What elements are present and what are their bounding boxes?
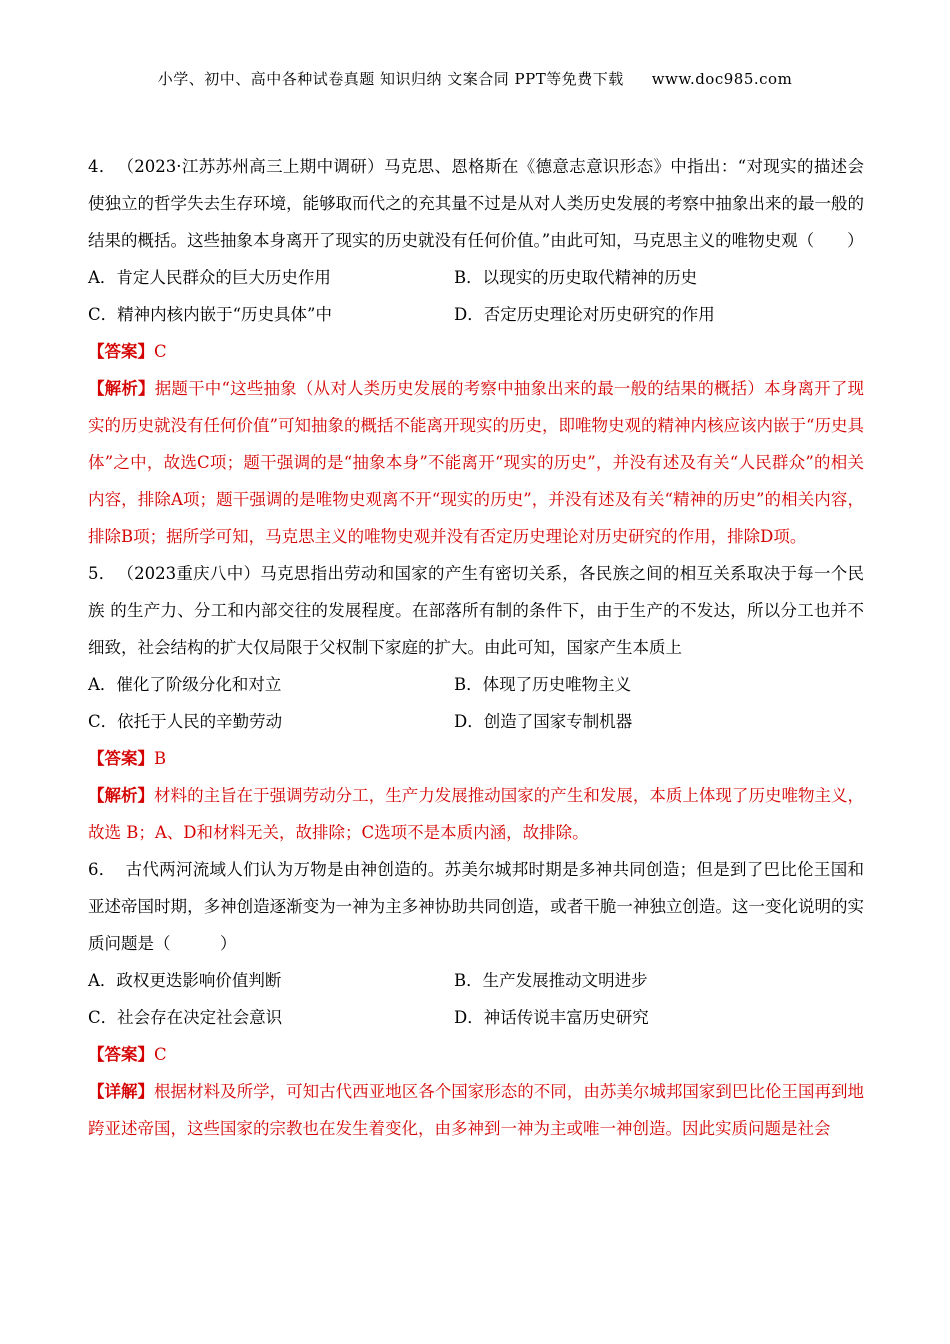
question-stem <box>88 555 864 666</box>
options-list <box>88 962 864 1036</box>
question-number: 4． <box>88 157 116 176</box>
document-body <box>88 148 864 1147</box>
answer-tag: 【答案】 <box>88 342 154 361</box>
answer-line <box>88 333 864 370</box>
question-text: 古代两河流域人们认为万物是由神创造的。苏美尔城邦时期是多神共同创造；但是到了巴比伦王国和亚述帝国时期，多神创造逐渐变为一神为主多神协助共同创造，或者干脆一神独立创造。这一变化说明的实质问题是（ ） <box>88 860 865 953</box>
option-b: B．生产发展推动文明进步 <box>454 971 648 990</box>
page-header <box>0 68 950 89</box>
question-number: 5． <box>88 564 116 583</box>
header-text: 小学、初中、高中各种试卷真题 知识归纳 文案合同 PPT等免费下载 <box>157 70 624 88</box>
option-a: A．催化了阶级分化和对立 <box>88 675 282 694</box>
explanation <box>88 1073 864 1147</box>
option-a: A．肯定人民群众的巨大历史作用 <box>88 268 331 287</box>
explanation-tag: 【解析】 <box>88 786 155 805</box>
answer-line <box>88 740 864 777</box>
question-number: 6． <box>88 860 116 879</box>
explanation-text: 据题干中“这些抽象（从对人类历史发展的考察中抽象出来的最一般的结果的概括）本身离开了现实的历史就没有任何价值”可知抽象的概括不能离开现实的历史，即唯物史观的精神内核应该内嵌于“历史具体”之中，故选C项；题干强调的是“抽象本身”不能离开“现实的历史”，并没有述及有关“人民群众”的相关内容，排除A项；题干强调的是唯物史观离不开“现实的历史”，并没有述及有关“精神的历史”的相关内容，排除B项；据所学可知，马克思主义的唯物史观并没有否定历史理论对历史研究的作用，排除D项。 <box>88 379 865 546</box>
explanation <box>88 777 864 851</box>
answer-line <box>88 1036 864 1073</box>
explanation <box>88 370 864 555</box>
question-stem <box>88 148 864 259</box>
option-d: D．否定历史理论对历史研究的作用 <box>454 305 715 324</box>
answer-value: C <box>154 1045 167 1064</box>
explanation-text: 材料的主旨在于强调劳动分工，生产力发展推动国家的产生和发展，本质上体现了历史唯物主义，故选 B；A、D和材料无关，故排除；C选项不是本质内涵，故排除。 <box>88 786 865 842</box>
option-b: B．以现实的历史取代精神的历史 <box>454 268 698 287</box>
option-d: D．神话传说丰富历史研究 <box>454 1008 649 1027</box>
option-c: C．依托于人民的辛勤劳动 <box>88 712 283 731</box>
answer-tag: 【答案】 <box>88 749 154 768</box>
option-b: B．体现了历史唯物主义 <box>454 675 632 694</box>
options-list <box>88 666 864 740</box>
options-list <box>88 259 864 333</box>
question-stem <box>88 851 864 962</box>
option-d: D．创造了国家专制机器 <box>454 712 633 731</box>
answer-tag: 【答案】 <box>88 1045 154 1064</box>
option-a: A．政权更迭影响价值判断 <box>88 971 282 990</box>
option-c: C．社会存在决定社会意识 <box>88 1008 283 1027</box>
question-text: （2023·江苏苏州高三上期中调研）马克思、恩格斯在《德意志意识形态》中指出：“对现实的描述会使独立的哲学失去生存环境，能够取而代之的充其量不过是从对人类历史发展的考察中抽象出来的最一般的结果的概括。这些抽象本身离开了现实的历史就没有任何价值。”由此可知，马克思主义的唯物史观（ ） <box>88 157 865 250</box>
explanation-text: 根据材料及所学，可知古代西亚地区各个国家形态的不同，由苏美尔城邦国家到巴比伦王国再到地跨亚述帝国，这些国家的宗教也在发生着变化，由多神到一神为主或唯一神创造。因此实质问题是社会 <box>88 1082 865 1138</box>
header-site: www.doc985.com <box>651 70 793 88</box>
answer-value: C <box>154 342 167 361</box>
option-c: C．精神内核内嵌于“历史具体”中 <box>88 305 332 324</box>
explanation-tag: 【详解】 <box>88 1082 155 1101</box>
question-text: （2023重庆八中）马克思指出劳动和国家的产生有密切关系，各民族之间的相互关系取决于每一个民族 的生产力、分工和内部交往的发展程度。在部落所有制的条件下，由于生产的不发达，所以分工也并不细致，社会结构的扩大仅局限于父权制下家庭的扩大。由此可知，国家产生本质上 <box>88 564 864 657</box>
explanation-tag: 【解析】 <box>88 379 155 398</box>
answer-value: B <box>154 749 167 768</box>
